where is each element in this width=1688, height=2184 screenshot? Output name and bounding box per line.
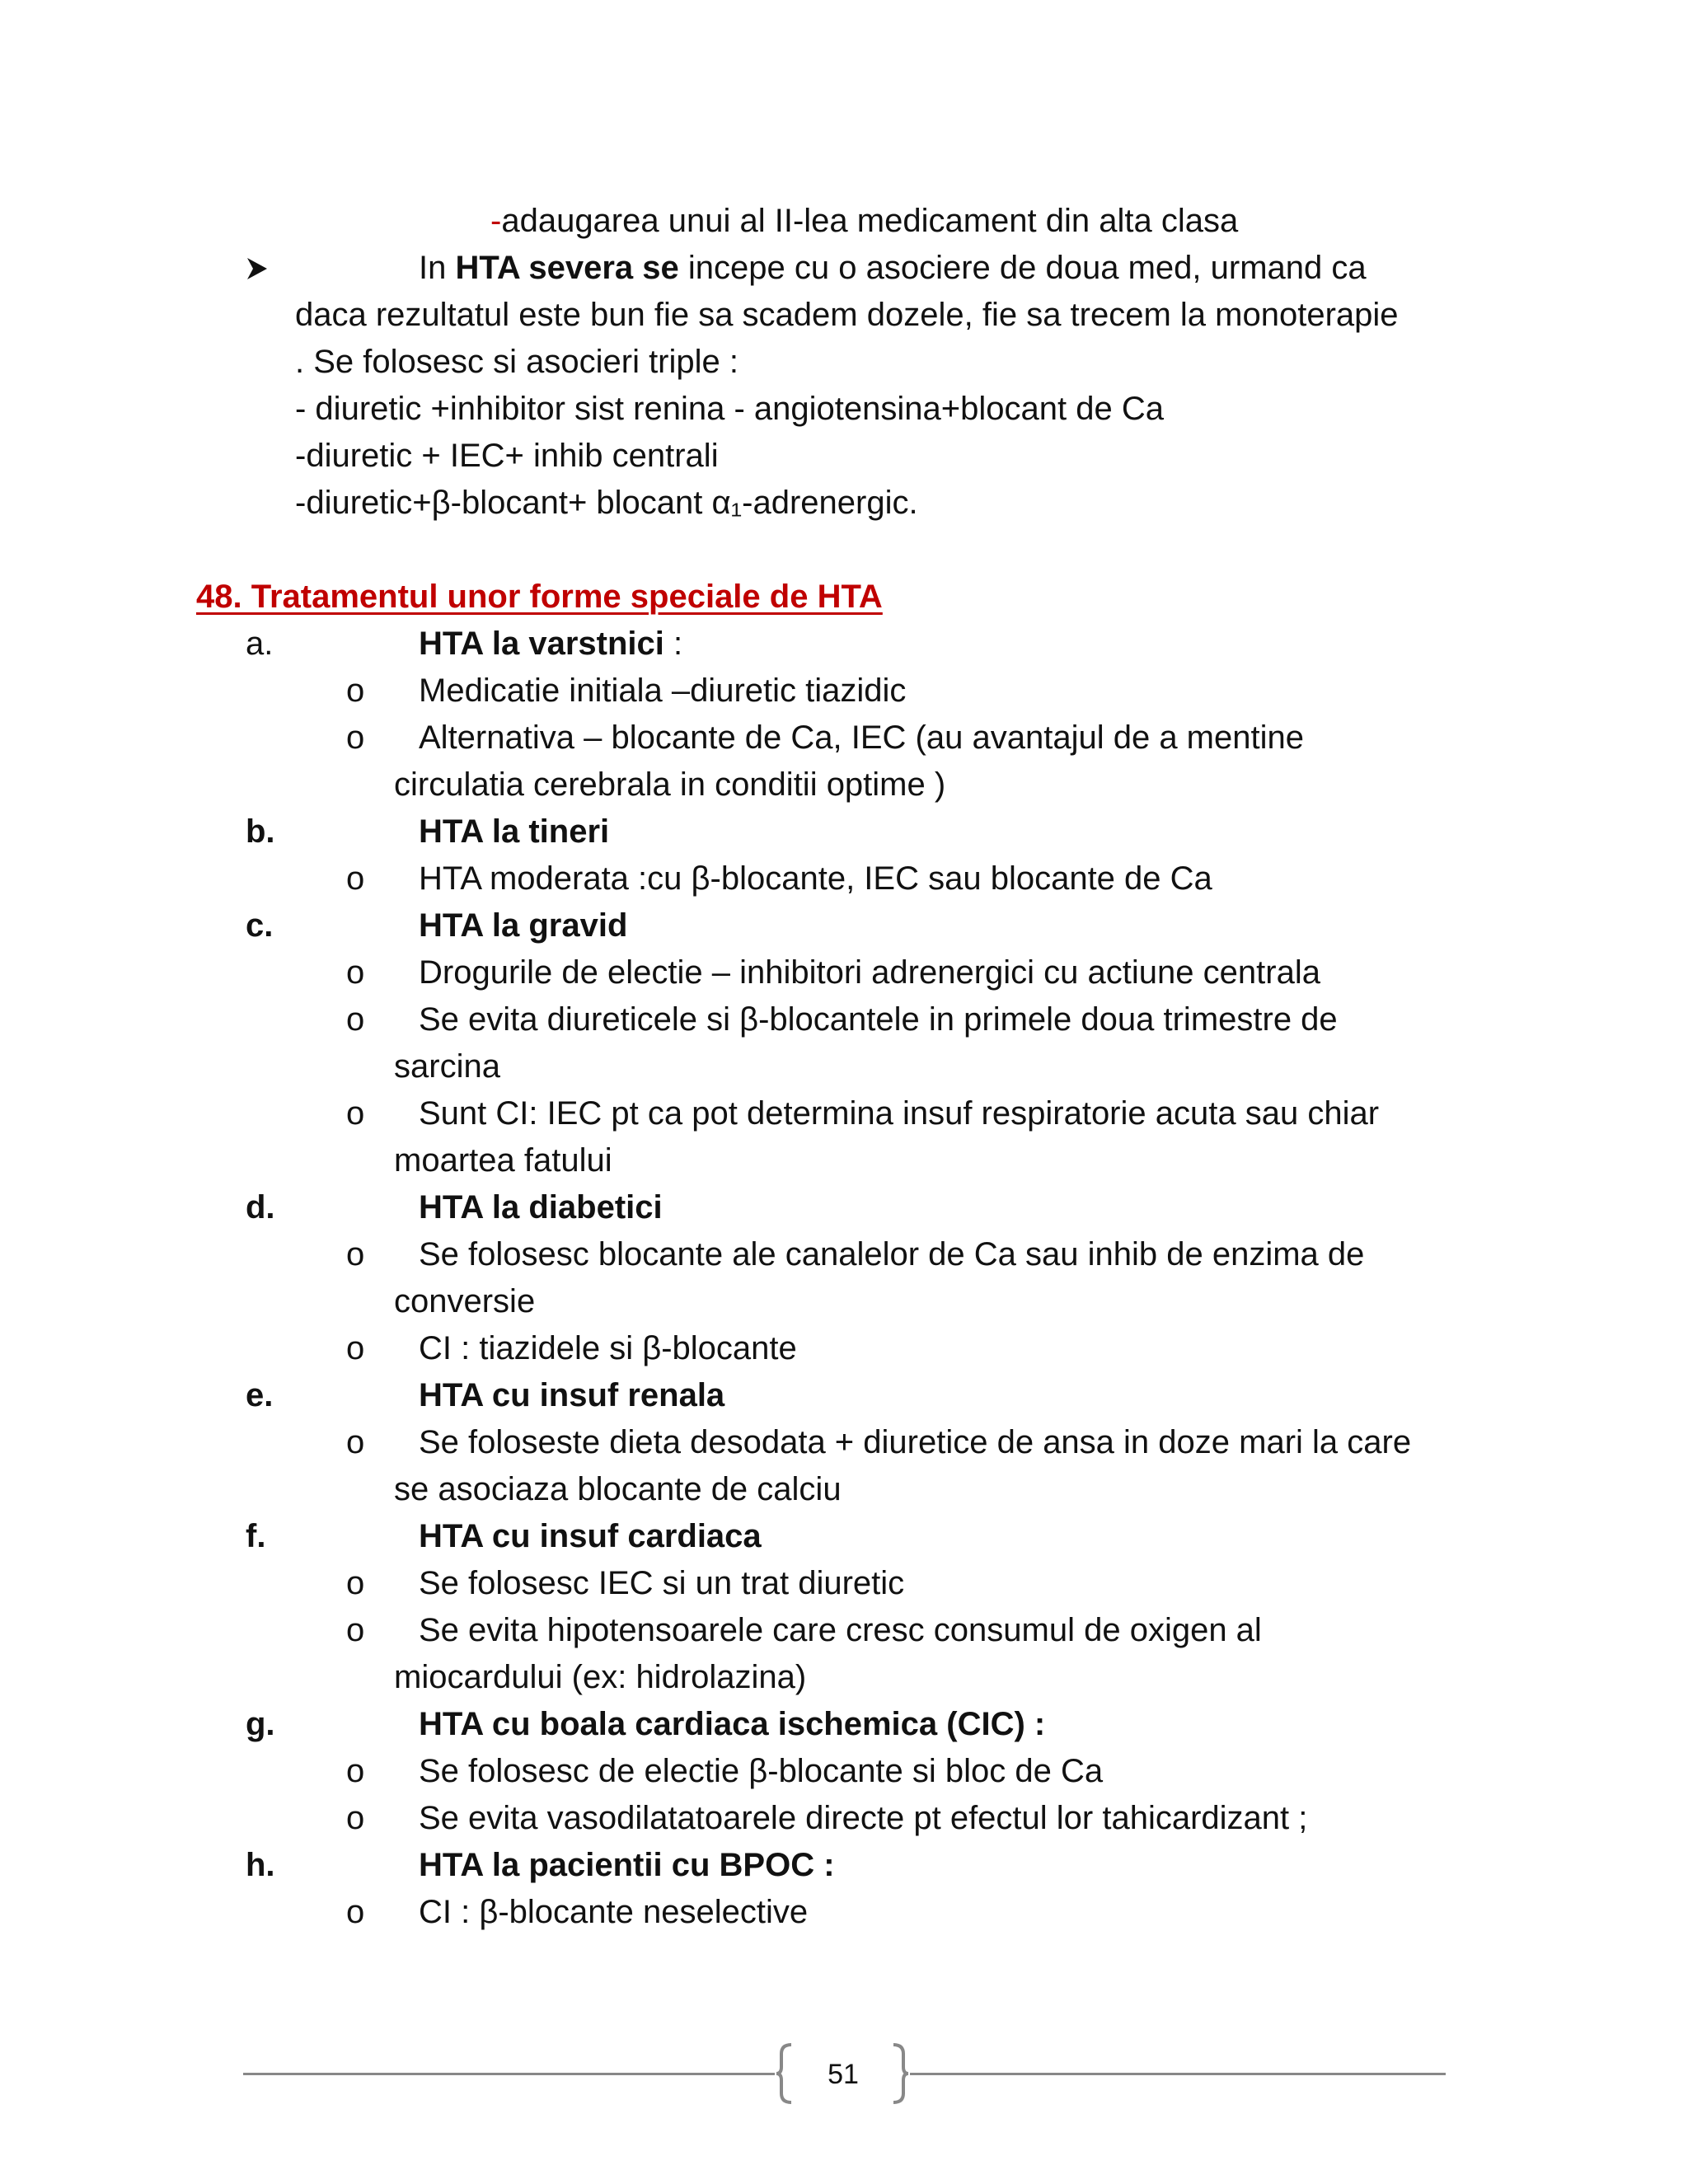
circle-bullet-icon: o [346,1001,365,1038]
section-letter: h. [246,1847,275,1883]
circle-bullet-icon: o [346,1753,365,1789]
section-title: HTA la varstnici : [419,626,683,662]
list-item-text: Alternativa – blocante de Ca, IEC (au avantajul de a mentine [419,719,1304,756]
circle-bullet-icon: o [346,860,365,897]
list-item-text: HTA moderata :cu β-blocante, IEC sau blocante de Ca [419,860,1212,897]
section-title: HTA la gravid [419,907,628,944]
intro-line-4: . Se folosesc si asocieri triple : [295,344,738,380]
section-title: HTA la pacientii cu BPOC : [419,1847,835,1883]
intro-line-7: -diuretic+β-blocant+ blocant α₁-adrenergic. [295,485,918,521]
list-item-text: Drogurile de electie – inhibitori adrenergici cu actiune centrala [419,954,1320,991]
circle-bullet-icon: o [346,954,365,991]
section-letter: a. [246,626,274,662]
intro-line-6: -diuretic + IEC+ inhib centrali [295,438,719,474]
list-item-text: se asociaza blocante de calciu [394,1471,842,1507]
section-title: HTA la tineri [419,813,610,850]
circle-bullet-icon: o [346,1800,365,1836]
list-item-text: conversie [394,1283,536,1319]
footer-rule-left [243,2073,775,2075]
circle-bullet-icon: o [346,719,365,756]
list-item-text: Se evita vasodilatatoarele directe pt efectul lor tahicardizant ; [419,1800,1308,1836]
section-heading: 48. Tratamentul unor forme speciale de HTA [196,579,883,615]
circle-bullet-icon: o [346,673,365,709]
intro-line-1: -adaugarea unui al II-lea medicament din alta clasa [490,203,1239,239]
list-item-text: miocardului (ex: hidrolazina) [394,1659,807,1695]
section-letter: d. [246,1189,275,1226]
circle-bullet-icon: o [346,1894,365,1930]
left-brace-icon [775,2042,795,2105]
list-item-text: sarcina [394,1048,500,1085]
circle-bullet-icon: o [346,1612,365,1648]
footer-rule-right [910,2073,1446,2075]
list-item-text: Se folosesc IEC si un trat diuretic [419,1565,905,1601]
list-item-text: CI : β-blocante neselective [419,1894,809,1930]
section-title: HTA cu boala cardiaca ischemica (CIC) : [419,1706,1046,1742]
list-item-text: moartea fatului [394,1142,612,1179]
right-brace-icon [890,2042,910,2105]
section-letter: e. [246,1377,274,1413]
arrow-bullet-icon [246,256,269,281]
list-item-text: Se folosesc de electie β-blocante si bloc de Ca [419,1753,1104,1789]
list-item-text: CI : tiazidele si β-blocante [419,1330,797,1366]
section-title: HTA la diabetici [419,1189,663,1226]
circle-bullet-icon: o [346,1330,365,1366]
list-item-text: circulatia cerebrala in conditii optime ) [394,766,946,803]
intro-line-5: - diuretic +inhibitor sist renina - angiotensina+blocant de Ca [295,391,1164,427]
section-letter: c. [246,907,274,944]
circle-bullet-icon: o [346,1424,365,1460]
intro-line-3: daca rezultatul este bun fie sa scadem dozele, fie sa trecem la monoterapie [295,297,1399,333]
list-item-text: Sunt CI: IEC pt ca pot determina insuf respiratorie acuta sau chiar [419,1095,1380,1132]
section-letter: f. [246,1518,266,1554]
list-item-text: Se evita diureticele si β-blocantele in primele doua trimestre de [419,1001,1338,1038]
list-item-text: Medicatie initiala –diuretic tiazidic [419,673,907,709]
list-item-text: Se foloseste dieta desodata + diuretice de ansa in doze mari la care [419,1424,1412,1460]
section-letter: b. [246,813,275,850]
section-title: HTA cu insuf renala [419,1377,725,1413]
list-item-text: Se evita hipotensoarele care cresc consumul de oxigen al [419,1612,1262,1648]
circle-bullet-icon: o [346,1565,365,1601]
list-item-text: Se folosesc blocante ale canalelor de Ca sau inhib de enzima de [419,1236,1365,1272]
section-letter: g. [246,1706,275,1742]
page-number: 51 [828,2059,859,2090]
circle-bullet-icon: o [346,1236,365,1272]
section-title: HTA cu insuf cardiaca [419,1518,762,1554]
circle-bullet-icon: o [346,1095,365,1132]
intro-line-2: In HTA severa se incepe cu o asociere de doua med, urmand ca [419,250,1367,286]
intro-dash: - [490,203,502,239]
